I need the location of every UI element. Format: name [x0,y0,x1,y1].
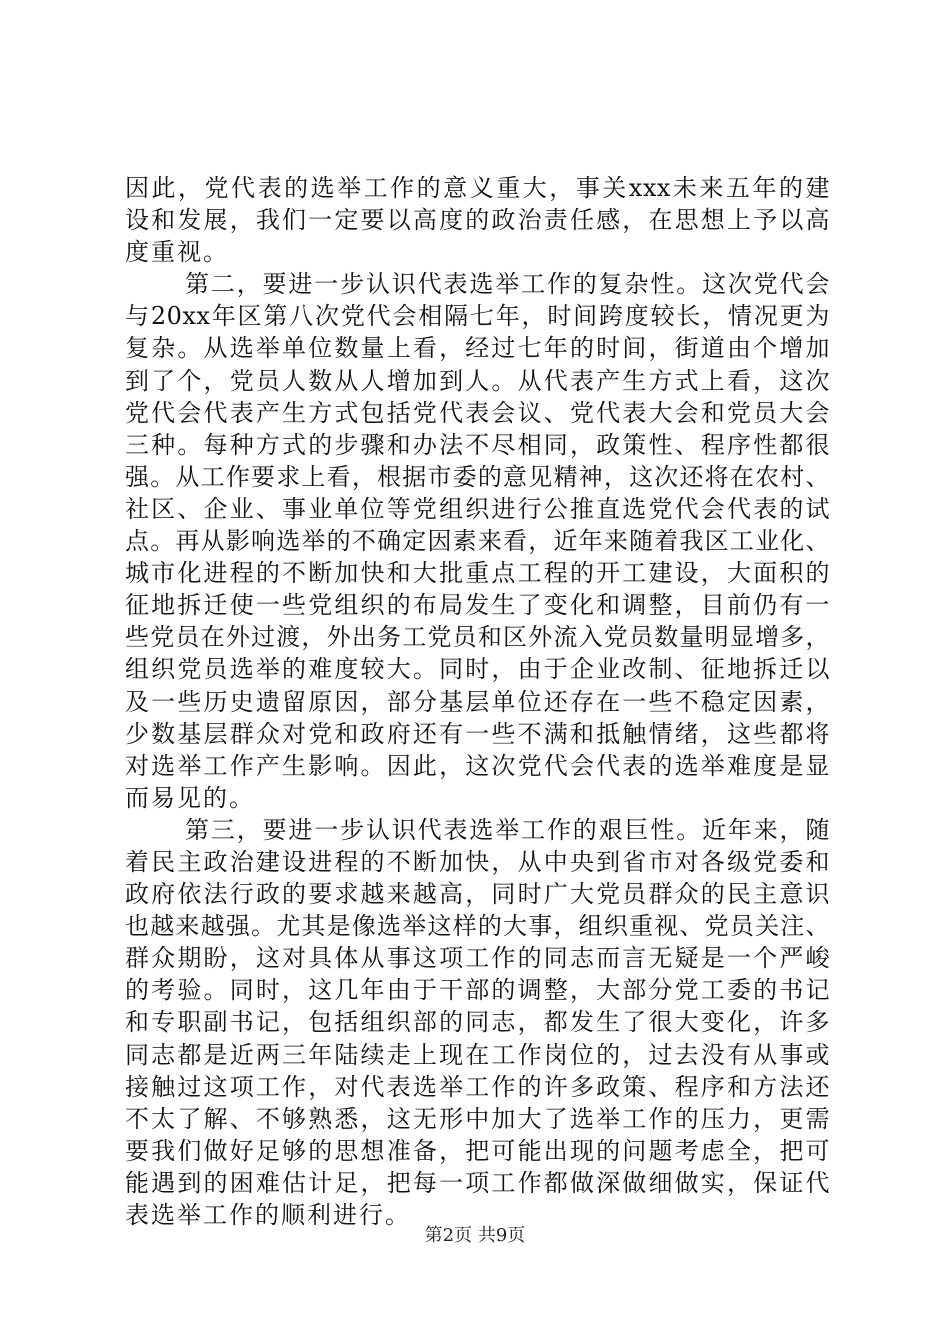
text-line: 同志都是近两三年陆续走上现在工作岗位的，过去没有从事或 [125,1040,830,1069]
text-line: 点。再从影响选举的不确定因素来看，近年来随着我区工业化、 [125,527,830,556]
text-line: 政府依法行政的要求越来越高，同时广大党员群众的民主意识 [125,880,830,909]
text-line: 与20xx年区第八次党代会相隔七年，时间跨度较长，情况更为 [125,302,830,331]
text-line: 和专职副书记，包括组织部的同志，都发生了很大变化，许多 [125,1008,830,1037]
text-line: 少数基层群众对党和政府还有一些不满和抵触情绪，这些都将 [125,719,830,748]
text-line: 第二，要进一步认识代表选举工作的复杂性。这次党代会 [185,270,830,299]
text-line: 的考验。同时，这几年由于干部的调整，大部分党工委的书记 [125,976,830,1005]
text-line: 组织党员选举的难度较大。同时，由于企业改制、征地拆迁以 [125,655,830,684]
text-line: 不太了解、不够熟悉，这无形中加大了选举工作的压力，更需 [125,1104,830,1133]
text-line: 对选举工作产生影响。因此，这次党代会代表的选举难度是显 [125,751,830,780]
text-line: 些党员在外过渡，外出务工党员和区外流入党员数量明显增多， [125,623,830,652]
text-line: 也越来越强。尤其是像选举这样的大事，组织重视、党员关注、 [125,912,830,941]
text-line: 接触过这项工作，对代表选举工作的许多政策、程序和方法还 [125,1072,830,1101]
text-line: 而易见的。 [125,783,255,812]
text-line: 能遇到的困难估计足，把每一项工作都做深做细做实，保证代 [125,1168,830,1197]
text-line: 因此，党代表的选举工作的意义重大，事关xxx未来五年的建 [125,174,830,202]
text-line: 第三，要进一步认识代表选举工作的艰巨性。近年来，随 [185,815,830,844]
text-line: 群众期盼，这对具体从事这项工作的同志而言无疑是一个严峻 [125,944,830,973]
page-footer: 第2页 共9页 [424,1225,526,1246]
text-line: 着民主政治建设进程的不断加快，从中央到省市对各级党委和 [125,847,830,876]
text-line: 征地拆迁使一些党组织的布局发生了变化和调整，目前仍有一 [125,591,830,620]
text-line: 及一些历史遗留原因，部分基层单位还存在一些不稳定因素， [125,687,830,716]
text-line: 要我们做好足够的思想准备，把可能出现的问题考虑全，把可 [125,1136,830,1165]
text-line: 社区、企业、事业单位等党组织进行公推直选党代会代表的试 [125,494,830,523]
text-line: 城市化进程的不断加快和大批重点工程的开工建设，大面积的 [125,559,830,588]
body-text [125,172,830,1231]
text-line: 强。从工作要求上看，根据市委的意见精神，这次还将在农村、 [125,462,830,491]
text-line: 党代会代表产生方式包括党代表会议、党代表大会和党员大会 [125,398,830,427]
text-line: 复杂。从选举单位数量上看，经过七年的时间，街道由个增加 [125,334,830,363]
text-line: 度重视。 [125,238,229,267]
text-line: 三种。每种方式的步骤和办法不尽相同，政策性、程序性都很 [125,430,830,459]
text-line: 表选举工作的顺利进行。 [125,1201,411,1229]
text-line: 到了个，党员人数从人增加到人。从代表产生方式上看，这次 [125,366,830,395]
text-line: 设和发展，我们一定要以高度的政治责任感，在思想上予以高 [125,206,830,235]
